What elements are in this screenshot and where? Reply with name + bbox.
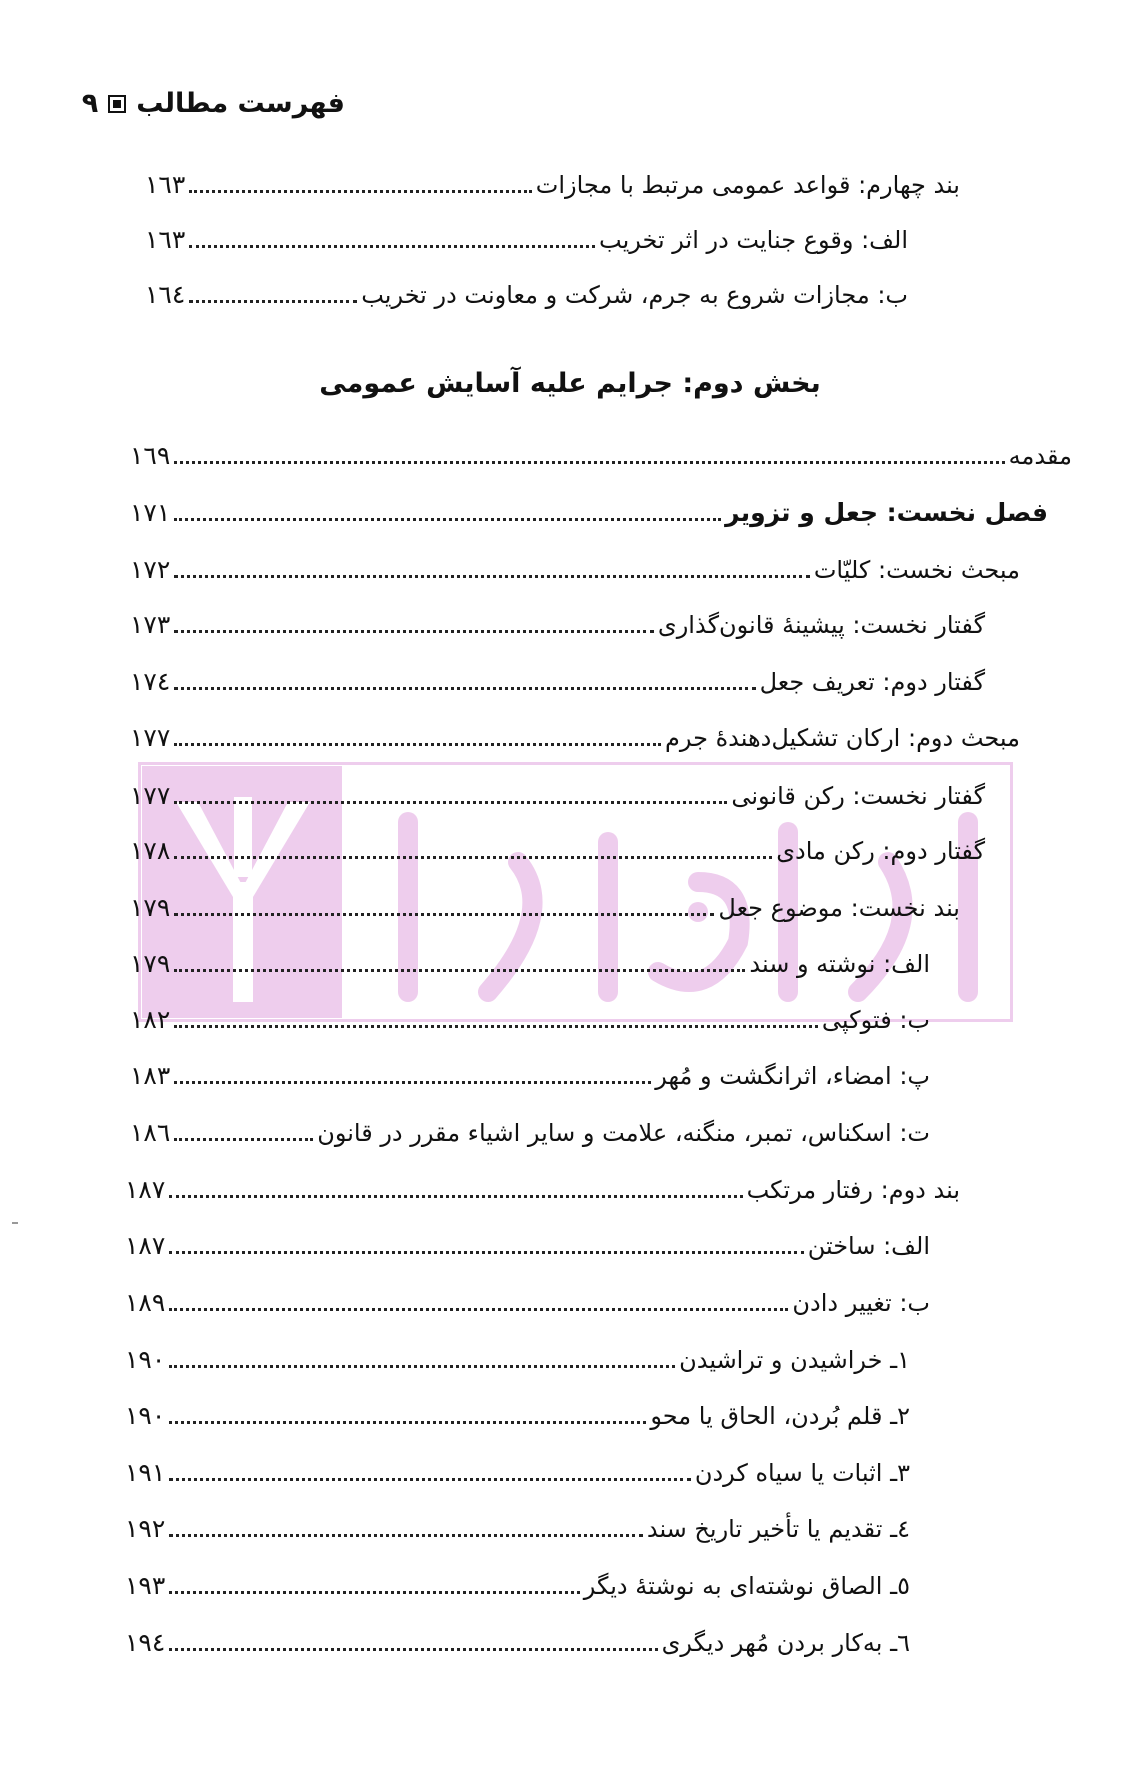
toc-entry-page: ١٧١: [130, 498, 171, 527]
toc-entry-label: ١ـ خراشیدن و تراشیدن: [679, 1346, 910, 1374]
dot-leader: [174, 949, 745, 972]
toc-entry-page: ١٧٩: [130, 893, 171, 922]
toc-entry[interactable]: [130, 1002, 930, 1038]
toc-entry[interactable]: [130, 890, 960, 926]
toc-entry-label: مبحث نخست: کلیّات: [813, 556, 1020, 584]
dot-leader: [174, 498, 721, 521]
toc-entry-label: بند چهارم: قواعد عمومی مرتبط با مجازات: [535, 171, 960, 199]
toc-entry-page: ١٩٠: [125, 1345, 166, 1374]
toc-entry[interactable]: [125, 1172, 960, 1208]
toc-entry-label: ٤ـ تقدیم یا تأخیر تاریخ سند: [646, 1515, 910, 1543]
dot-leader: [174, 1061, 651, 1084]
toc-entry-page: ١٦٩: [130, 441, 171, 470]
dot-leader: [169, 1231, 803, 1254]
toc-entry[interactable]: [130, 833, 985, 869]
running-header: [82, 88, 345, 119]
toc-entry[interactable]: [130, 946, 930, 982]
toc-entry-page: ١٦٤: [145, 280, 186, 309]
toc-entry[interactable]: [125, 1398, 910, 1434]
toc-entry-page: ١٩٠: [125, 1401, 166, 1430]
part-heading: بخش دوم: جرایم علیه آسایش عمومی: [319, 368, 821, 399]
dot-leader: [189, 280, 357, 303]
dot-leader: [174, 1118, 313, 1141]
dot-leader: [169, 1628, 657, 1651]
toc-entry-label: ب: مجازات شروع به جرم، شرکت و معاونت در تخریب: [361, 281, 908, 309]
toc-entry-page: ١٨٧: [125, 1175, 166, 1204]
toc-entry-label: گفتار نخست: رکن قانونی: [731, 782, 985, 810]
dot-leader: [169, 1175, 742, 1198]
dot-leader: [169, 1401, 646, 1424]
dot-leader: [189, 170, 531, 193]
toc-entry[interactable]: [130, 664, 985, 700]
dot-leader: [169, 1288, 788, 1311]
toc-entry[interactable]: [130, 607, 985, 643]
toc-entry-page: ١٧٣: [130, 610, 171, 639]
header-title: فهرست مطالب: [136, 88, 345, 119]
toc-entry-label: گفتار دوم: تعریف جعل: [759, 668, 985, 696]
dot-leader: [174, 893, 714, 916]
dot-leader: [174, 1005, 818, 1028]
toc-entry-page: ١٧٩: [130, 949, 171, 978]
toc-entry-page: ١٩٢: [125, 1514, 166, 1543]
toc-entry-page: ١٧٨: [130, 836, 171, 865]
toc-entry[interactable]: [125, 1455, 910, 1491]
toc-entry-label: مبحث دوم: ارکان تشکیل‌دهندۀ جرم: [665, 724, 1020, 752]
dot-leader: [174, 667, 755, 690]
toc-entry-page: ١٩٤: [125, 1628, 166, 1657]
dot-leader: [169, 1345, 675, 1368]
toc-entry-label: ب: فتوکپی: [821, 1006, 930, 1034]
toc-entry-page: ١٨٩: [125, 1288, 166, 1317]
toc-entry[interactable]: [125, 1511, 910, 1547]
toc-entry[interactable]: [130, 720, 1020, 756]
toc-entry[interactable]: [130, 1058, 930, 1094]
toc-entry-label: ت: اسکناس، تمبر، منگنه، علامت و سایر اشیاء مقرر در قانون: [317, 1119, 930, 1147]
toc-entry-page: ١٧٤: [130, 667, 171, 696]
dot-leader: [174, 723, 661, 746]
toc-entry-page: ١٨٧: [125, 1231, 166, 1260]
toc-entry-page: ١٩١: [125, 1458, 166, 1487]
toc-entry[interactable]: [145, 277, 908, 313]
dot-leader: [174, 610, 654, 633]
toc-entry-label: مقدمه: [1008, 442, 1072, 470]
toc-entry[interactable]: [125, 1285, 930, 1321]
dot-leader: [174, 781, 727, 804]
toc-entry-label: الف: وقوع جنایت در اثر تخریب: [599, 226, 908, 254]
margin-mark: [12, 1222, 18, 1224]
toc-entry[interactable]: [125, 1228, 930, 1264]
toc-entry-page: ١٧٢: [130, 555, 171, 584]
dot-leader: [169, 1514, 643, 1537]
toc-entry-label: ٢ـ قلم بُردن، الحاق یا محو: [650, 1402, 910, 1430]
toc-entry-page: ١٩٣: [125, 1571, 166, 1600]
toc-entry[interactable]: [130, 552, 1020, 588]
toc-entry-page: ١٨٦: [130, 1118, 171, 1147]
dot-leader: [169, 1458, 691, 1481]
square-bullet-icon: [108, 95, 126, 113]
toc-entry-label: پ: امضاء، اثرانگشت و مُهر: [655, 1062, 930, 1090]
toc-entry[interactable]: [125, 1568, 910, 1604]
toc-entry-label: گفتار دوم: رکن مادی: [776, 837, 985, 865]
toc-entry-page: ١٧٧: [130, 723, 171, 752]
toc-entry-page: ١٧٧: [130, 781, 171, 810]
toc-entry[interactable]: [145, 167, 960, 203]
toc-entry-page: ١٦٣: [145, 225, 186, 254]
toc-entry[interactable]: [125, 1342, 910, 1378]
toc-entry[interactable]: [130, 778, 985, 814]
dot-leader: [189, 225, 595, 248]
toc-entry[interactable]: [130, 438, 1072, 474]
dot-leader: [169, 1571, 579, 1594]
toc-entry[interactable]: [130, 1115, 930, 1151]
toc-entry-label: ب: تغییر دادن: [792, 1289, 930, 1317]
dot-leader: [174, 441, 1004, 464]
toc-entry-label: ٦ـ به‌کار بردن مُهر دیگری: [661, 1629, 910, 1657]
toc-entry-label: الف: نوشته و سند: [749, 950, 930, 978]
toc-entry-page: ١٦٣: [145, 170, 186, 199]
header-page-number: ٩: [81, 88, 99, 119]
toc-entry[interactable]: [145, 222, 908, 258]
toc-entry-label: بند دوم: رفتار مرتکب: [746, 1176, 960, 1204]
toc-entry-label: ٣ـ اثبات یا سیاه کردن: [694, 1459, 910, 1487]
toc-entry-label: گفتار نخست: پیشینۀ قانون‌گذاری: [657, 611, 985, 639]
toc-entry-page: ١٨٣: [130, 1061, 171, 1090]
toc-entry-label: بند نخست: موضوع جعل: [718, 894, 960, 922]
toc-entry-label: الف: ساختن: [807, 1232, 930, 1260]
toc-entry-label: ٥ـ الصاق نوشته‌ای به نوشتۀ دیگر: [583, 1572, 910, 1600]
dot-leader: [174, 836, 772, 859]
dot-leader: [174, 555, 810, 578]
toc-entry-chapter[interactable]: [130, 495, 1048, 531]
toc-entry[interactable]: [125, 1625, 910, 1661]
toc-entry-label: فصل نخست: جعل و تزویر: [725, 498, 1048, 527]
toc-entry-page: ١٨٢: [130, 1005, 171, 1034]
